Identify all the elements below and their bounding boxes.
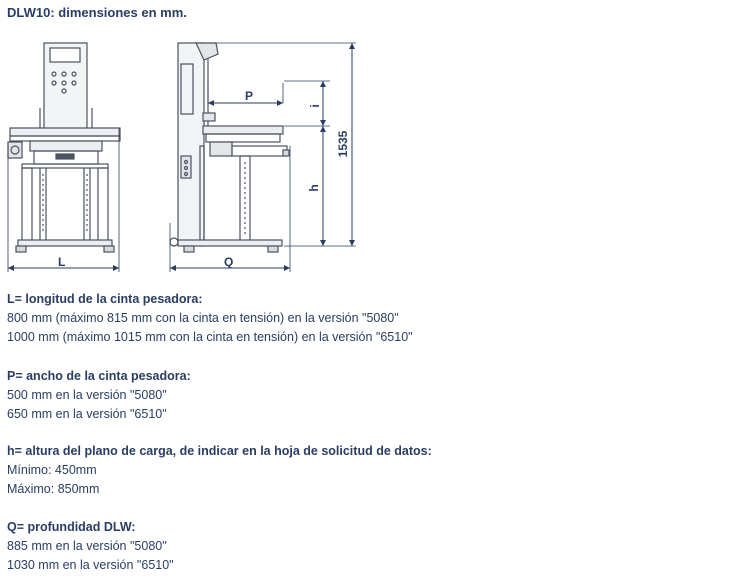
spec-heading: L= longitud de la cinta pesadora: bbox=[7, 292, 203, 306]
page-title: DLW10: dimensiones en mm. bbox=[7, 5, 187, 20]
spec-heading: P= ancho de la cinta pesadora: bbox=[7, 369, 191, 383]
dimension-label-height: 1535 bbox=[336, 130, 350, 158]
spec-line: 1000 mm (máximo 1015 mm con la cinta en tensión) en la versión "6510" bbox=[7, 330, 413, 344]
spec-block-h bbox=[7, 442, 432, 499]
dimension-label-i: i bbox=[308, 104, 322, 108]
spec-block-L bbox=[7, 290, 413, 347]
dimension-drawing bbox=[0, 28, 370, 278]
spec-line: 800 mm (máximo 815 mm con la cinta en tensión) en la versión "5080" bbox=[7, 311, 399, 325]
spec-block-P bbox=[7, 367, 191, 424]
dimension-label-L: L bbox=[58, 255, 66, 269]
side-view bbox=[170, 43, 289, 252]
spec-line: Máximo: 850mm bbox=[7, 482, 100, 496]
dimension-label-Q: Q bbox=[224, 255, 234, 269]
spec-line: 650 mm en la versión "6510" bbox=[7, 407, 167, 421]
spec-line: 500 mm en la versión "5080" bbox=[7, 388, 167, 402]
spec-line: Mínimo: 450mm bbox=[7, 463, 97, 477]
dimension-label-h: h bbox=[307, 184, 321, 192]
spec-block-Q bbox=[7, 518, 174, 575]
spec-heading: h= altura del plano de carga, de indicar en la hoja de solicitud de datos: bbox=[7, 444, 432, 458]
dimension-label-P: P bbox=[245, 89, 254, 103]
spec-line: 885 mm en la versión "5080" bbox=[7, 539, 167, 553]
front-view bbox=[8, 43, 120, 252]
spec-line: 1030 mm en la versión "6510" bbox=[7, 558, 174, 572]
spec-heading: Q= profundidad DLW: bbox=[7, 520, 136, 534]
